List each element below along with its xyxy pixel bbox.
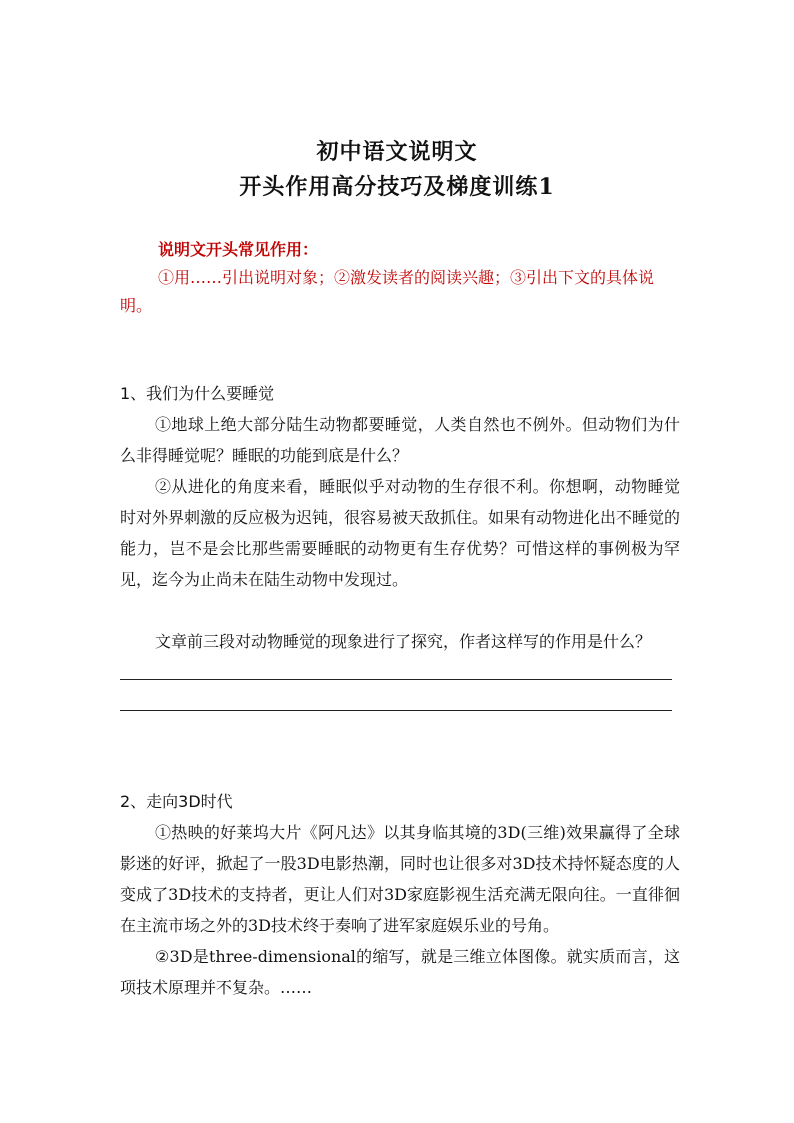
section-1-paragraph-1: ①地球上绝大部分陆生动物都要睡觉，人类自然也不例外。但动物们为什么非得睡觉呢？睡眠的功能到底是什么？	[120, 415, 680, 465]
section-1	[120, 378, 680, 711]
document-subtitle: 开头作用高分技巧及梯度训练1	[239, 174, 555, 200]
section-2-paragraph-2: ②3D是three-dimensional的缩写，就是三维立体图像。就实质而言，这项技术原理并不复杂。……	[120, 947, 680, 997]
section-1-paragraph-2: ②从进化的角度来看，睡眠似乎对动物的生存很不利。你想啊，动物睡觉时对外界刺激的反应极为迟钝，很容易被天敌抓住。如果有动物进化出不睡觉的能力，岂不是会比那些需要睡眠的动物更有生存优势？可惜这样的事例极为罕见，迄今为止尚未在陆生动物中发现过。	[120, 477, 681, 589]
section-2-paragraph-1: ①热映的好莱坞大片《阿凡达》以其身临其境的3D(三维)效果赢得了全球影迷的好评，掀起了一股3D电影热潮，同时也让很多对3D技术持怀疑态度的人变成了3D技术的支持者，更让人们对3D家庭影视生活充满无限向往。一直徘徊在主流市场之外的3D技术终于奏响了进军家庭娱乐业的号角。	[120, 823, 680, 935]
section-1-question: 文章前三段对动物睡觉的现象进行了探究，作者这样写的作用是什么？	[155, 632, 652, 651]
intro-heading: 说明文开头常见作用：	[158, 240, 319, 259]
intro-block	[120, 236, 680, 320]
document-title: 初中语文说明文	[316, 139, 478, 165]
intro-body: ①用……引出说明对象；②激发读者的阅读兴趣；③引出下文的具体说明。	[120, 268, 655, 315]
answer-line	[120, 710, 672, 711]
section-2-title: 2、走向3D时代	[120, 792, 233, 811]
answer-line	[120, 679, 672, 680]
section-2	[120, 786, 680, 1003]
section-1-title: 1、我们为什么要睡觉	[120, 384, 275, 403]
